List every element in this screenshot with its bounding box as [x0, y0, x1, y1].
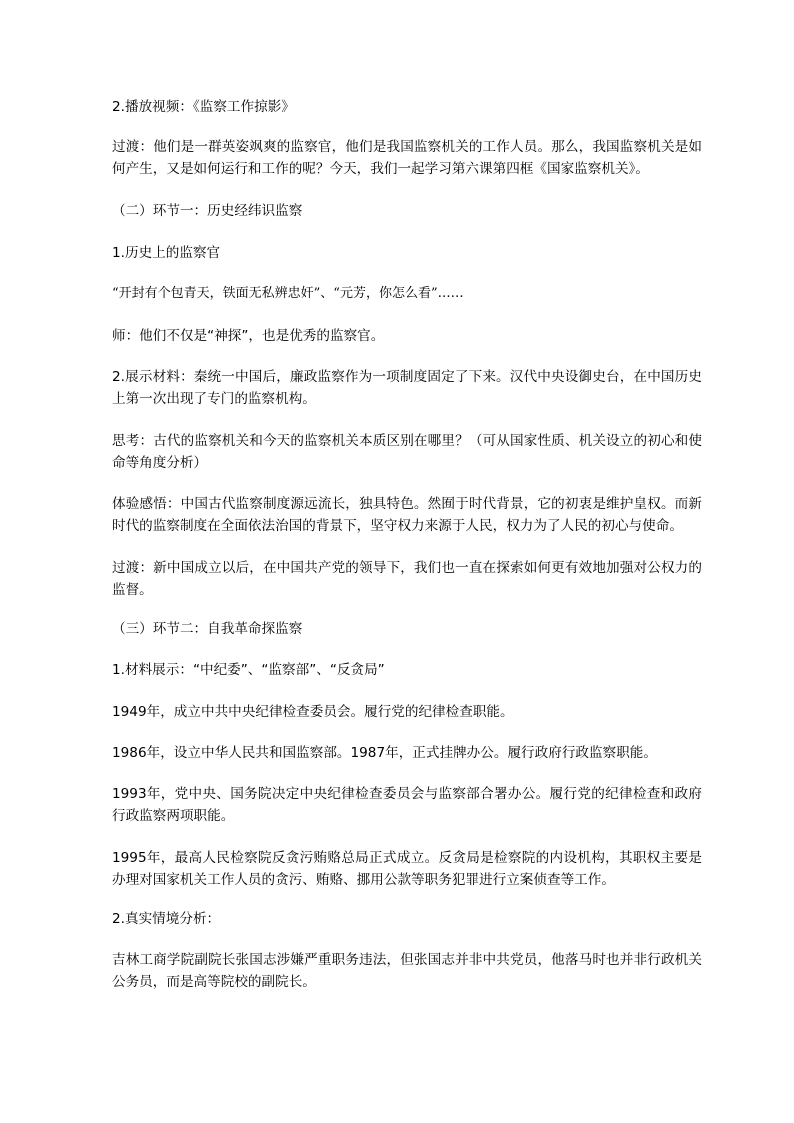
paragraph-think: 思考：古代的监察机关和今天的监察机关本质区别在哪里？（可从国家性质、机关设立的初心和使命等角度分析） — [112, 433, 702, 471]
paragraph-case: 吉林工商学院副院长张国志涉嫌严重职务违法，但张国志并非中共党员，他落马时也并非行政机关公务员，而是高等院校的副院长。 — [112, 952, 702, 990]
section-heading-2: （二）环节一：历史经纬识监察 — [112, 203, 303, 219]
paragraph-1993: 1993年，党中央、国务院决定中央纪律检查委员会与监察部合署办公。履行党的纪律检查和政府行政监察两项职能。 — [112, 786, 702, 824]
paragraph-historical-officials: 1.历史上的监察官 — [112, 245, 221, 261]
paragraph-1995: 1995年，最高人民检察院反贪污贿赂总局正式成立。反贪局是检察院的内设机构，其职权主要是办理对国家机关工作人员的贪污、贿赂、挪用公款等职务犯罪进行立案侦查等工作。 — [112, 850, 702, 888]
paragraph-material-2: 2.展示材料：秦统一中国后，廉政监察作为一项制度固定了下来。汉代中央设御史台，在中国历史上第一次出现了专门的监察机构。 — [112, 369, 702, 407]
section-heading-3: （三）环节二：自我革命探监察 — [112, 621, 303, 637]
paragraph-material-display: 1.材料展示：“中纪委”、“监察部”、“反贪局” — [112, 662, 385, 678]
paragraph-quotes: “开封有个包青天，铁面无私辨忠奸”、“元芳，你怎么看”…… — [112, 286, 464, 301]
document-page — [112, 0, 702, 1123]
paragraph-transition-2: 过渡：新中国成立以后，在中国共产党的领导下，我们也一直在探索如何更有效地加强对公权力的监督。 — [112, 560, 702, 598]
paragraph-1949: 1949年，成立中共中央纪律检查委员会。履行党的纪律检查职能。 — [112, 704, 514, 720]
paragraph-transition-1: 过渡：他们是一群英姿飒爽的监察官，他们是我国监察机关的工作人员。那么，我国监察机关是如何产生，又是如何运行和工作的呢？今天，我们一起学习第六课第四框《国家监察机关》。 — [112, 139, 702, 177]
paragraph-video: 2.播放视频：《监察工作掠影》 — [112, 99, 295, 115]
paragraph-teacher: 师：他们不仅是“神探”，也是优秀的监察官。 — [112, 328, 385, 344]
paragraph-case-analysis: 2.真实情境分析： — [112, 911, 221, 927]
paragraph-reflection: 体验感悟：中国古代监察制度源远流长，独具特色。然囿于时代背景，它的初衷是维护皇权。而新时代的监察制度在全面依法治国的背景下，坚守权力来源于人民，权力为了人民的初心与使命。 — [112, 496, 702, 534]
paragraph-1986: 1986年，设立中华人民共和国监察部。1987年，正式挂牌办公。履行政府行政监察职能。 — [112, 745, 657, 761]
